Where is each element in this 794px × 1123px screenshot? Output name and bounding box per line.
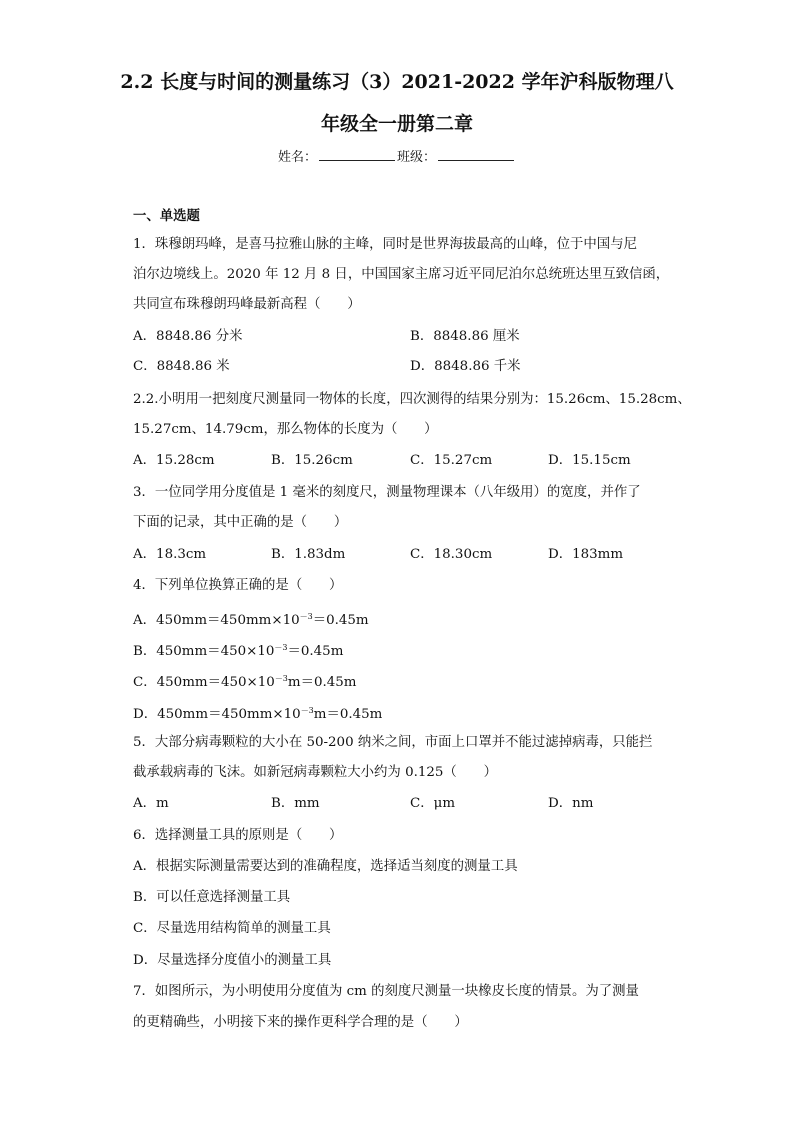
name-blank: [319, 148, 395, 161]
q4-option-c: C．$450mm=450\times 10^{-3}m=0.45m$: [133, 674, 357, 690]
page-title-line-2: 年级全一册第二章: [320, 113, 473, 135]
q1-line-3: 共同宣布珠穆朗玛峰最新高程（ ）: [133, 297, 361, 312]
q1-line-1: 1．珠穆朗玛峰，是喜马拉雅山脉的主峰，同时是世界海拔最高的山峰，位于中国与尼: [133, 237, 637, 252]
q5-option-b: B．mm: [271, 796, 320, 811]
q5-option-c: C．μm: [410, 796, 456, 811]
q3-option-b: B．1.83dm: [271, 547, 346, 562]
q3-option-c: C．18.30cm: [410, 547, 493, 562]
name-class-bar: [0, 146, 794, 165]
q1-option-d: D．8848.86 千米: [410, 359, 521, 374]
q1-option-c: C．8848.86 米: [133, 359, 230, 374]
q2-line-1: 2.2.小明用一把刻度尺测量同一物体的长度，四次测得的结果分别为：15.26cm、15.28cm、: [133, 392, 691, 407]
q1-option-a: A．8848.86 分米: [133, 329, 243, 344]
q4-option-d: D．$450mm=450mm\times 10^{-3}m=0.45m$: [133, 706, 383, 722]
name-label: 姓名：: [277, 150, 317, 165]
q5-line-2: 截承载病毒的飞沫。如新冠病毒颗粒大小约为 0.125（ ）: [133, 765, 497, 780]
q3-option-a: A．18.3cm: [133, 547, 207, 562]
class-blank: [438, 148, 514, 161]
q2-option-d: D．15.15cm: [548, 453, 631, 468]
q2-line-2: 15.27cm、14.79cm，那么物体的长度为（ ）: [133, 422, 438, 437]
q3-option-d: D．183mm: [548, 547, 624, 562]
q7-line-2: 的更精确些，小明接下来的操作更科学合理的是（ ）: [133, 1015, 468, 1030]
q6-line-1: 6．选择测量工具的原则是（ ）: [133, 828, 343, 843]
q2-option-a: A．15.28cm: [133, 453, 215, 468]
q3-line-1: 3．一位同学用分度值是 1 毫米的刻度尺，测量物理课本（八年级用）的宽度，并作了: [133, 485, 641, 500]
q5-option-a: A．m: [133, 796, 169, 811]
q2-option-c: C．15.27cm: [410, 453, 493, 468]
q7-line-1: 7．如图所示，为小明使用分度值为 cm 的刻度尺测量一块橡皮长度的情景。为了测量: [133, 984, 639, 999]
q4-line-1: 4．下列单位换算正确的是（ ）: [133, 578, 343, 593]
q6-option-b: B．可以任意选择测量工具: [133, 890, 291, 905]
q4-option-a: A．$450mm=450mm\times 10^{-3}=0.45m$: [133, 612, 369, 628]
q2-option-b: B．15.26cm: [271, 453, 353, 468]
q6-option-c: C．尽量选用结构简单的测量工具: [133, 921, 331, 936]
q1-option-b: B．8848.86 厘米: [410, 329, 520, 344]
q6-option-d: D．尽量选择分度值小的测量工具: [133, 953, 332, 968]
q4-option-b: B．$450mm=450\times 10^{-3}=0.45m$: [133, 643, 344, 659]
q1-line-2: 泊尔边境线上。2020 年 12 月 8 日，中国国家主席习近平同尼泊尔总统班达里互致信函，: [133, 267, 670, 282]
class-label: 班级：: [397, 150, 437, 165]
page-title-line-1: 2.2 长度与时间的测量练习（3）2021-2022 学年沪科版物理八: [120, 71, 674, 93]
q5-line-1: 5．大部分病毒颗粒的大小在 50-200 纳米之间，市面上口罩并不能过滤掉病毒，只能拦: [133, 735, 653, 750]
q6-option-a: A．根据实际测量需要达到的准确程度，选择适当刻度的测量工具: [133, 859, 518, 874]
section-title: 一、单选题: [133, 209, 200, 224]
q5-option-d: D．nm: [548, 796, 594, 811]
q3-line-2: 下面的记录，其中正确的是（ ）: [133, 515, 348, 530]
